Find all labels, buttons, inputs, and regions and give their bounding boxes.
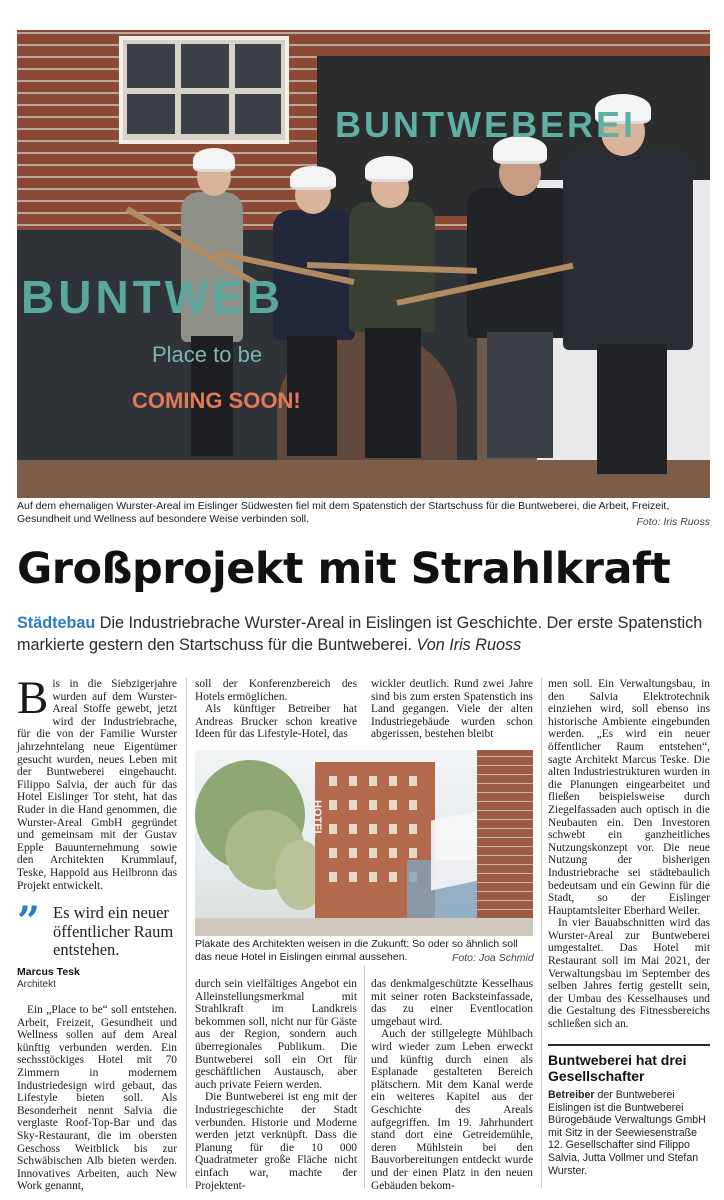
dek-rubric: Städtebau	[17, 614, 96, 632]
body-paragraph: das denkmalgeschützte Kesselhaus mit seiner roten Backsteinfassade, das zu einer Eventlocation umgebaut wird.	[371, 978, 533, 1028]
info-box-rule	[548, 1044, 710, 1046]
quote-role: Architekt	[17, 979, 56, 990]
info-box-title: Buntweberei hat drei Gesellschafter	[548, 1052, 687, 1084]
board-place-text: Place to be	[152, 342, 263, 367]
board-sign-text: BUNTWEB	[21, 271, 285, 323]
column-1-top	[17, 672, 177, 892]
quote-text: Es wird ein neuer öffentlicher Raum entstehen.	[53, 903, 174, 959]
hotel-rendering-photo	[195, 750, 533, 936]
dek	[17, 612, 717, 656]
person-3	[337, 148, 447, 458]
body-paragraph: durch sein vielfältiges Angebot ein Alleinstellungsmerkmal mit Strahlkraft im Landkreis bekommen soll, nicht nur für Gäste aus der Region, sondern auch überregionales Publikum. Die Buntweberei soll ein Ort für geschäftlichen Austausch, aber auch private Feiern werden.	[195, 978, 357, 1091]
body-paragraph: Auch der stillgelegte Mühlbach wird wieder zum Leben erweckt und künftig durch einen als Esplanade gestalteten Bereich plätschern. Mit dem Kanal werde ein weiteres Kapitel aus der Geschichte des Areals aufgegriffen. Im 19. Jahrhundert stand dort eine Getreidemühle, deren Mühlstein bei den Bauvorbereitungen entdeckt wurde und der einen Platz in den neuen Gebäuden bekom-	[371, 1028, 533, 1192]
quote-mark-icon: ”	[17, 898, 41, 945]
body-paragraph: In vier Bauabschnitten wird das Wurster-Areal zur Buntweberei umgestaltet. Das Hotel mit Restaurant soll im Mai 2021, der Verwaltungsbau im September des selben Jahres fertig gestellt sein, der Umbau des Kesselhauses und die Gestaltung des Fitnessbereichs schließen sich an.	[548, 917, 710, 1031]
column-3-top	[371, 678, 533, 741]
info-box-text	[548, 1089, 710, 1177]
hotel-sign-text: HOTEL	[311, 800, 323, 838]
info-box-body: der Buntweberei Eislingen ist die Buntweberei Bürogebäude Verwaltungs GmbH mit Sitz in der Seewiesenstraße 12. Gesellschafter sind Filippo Salvia, Jutta Vollmer und Stefan Wurster.	[548, 1089, 706, 1177]
body-paragraph: soll der Konferenzbereich des Hotels ermöglichen.	[195, 678, 357, 703]
headline: Großprojekt mit Strahlkraft	[17, 544, 671, 594]
banner-sign-text: BUNTWEBEREI	[335, 104, 636, 145]
column-2-top	[195, 678, 357, 741]
quote-author: Marcus Tesk	[17, 966, 80, 978]
dropcap: B	[17, 672, 49, 724]
rendering-credit: Foto: Joa Schmid	[452, 952, 534, 964]
photo-credit: Foto: Iris Ruoss	[636, 516, 710, 528]
body-paragraph: Ein „Place to be“ soll entstehen. Arbeit, Freizeit, Gesundheit und Wellness sollen auf dem Areal künftig verbunden werden. Ein sechsstöckiges Hotel mit 70 Zimmern in modernem Industriedesign wird gebaut, das Lifestyle bieten soll. Als Besonderheit nennt Salvia die verglaste Roof-Top-Bar und das Sky-Restaurant, die im obersten Geschoss Weitblick bis zur Schwäbischen Alb bieten werden. Innovatives Arbeiten, auch New Work genannt,	[17, 1004, 177, 1193]
dek-text: Die Industriebrache Wurster-Areal in Eislingen ist Geschichte. Der erste Spatenstich markierte gestern den Startschuss für die Buntweberei.	[17, 614, 703, 654]
photo-caption: Auf dem ehemaligen Wurster-Areal im Eislinger Südwesten fiel mit dem Spatenstich der Startschuss für die Buntweberei, die Arbeit, Freizeit, Gesundheit und Wellness auf besondere Weise verbinden soll.	[17, 500, 670, 525]
column-3-bottom	[371, 978, 533, 1192]
factory-window	[119, 36, 289, 144]
body-paragraph: Bis in die Siebzigerjahre wurden auf dem Wurster-Areal Stoffe gewebt, jetzt wird der Industriebrache, für die von der Familie Wurster jahrzehntelang neue Eigentümer gesucht wurden, neues Leben mit der Buntweberei eingehaucht. Filippo Salvia, der auch für das Hotel Eislinger Tor steht, hat das Ruder in die Hand genommen, die Wurster-Areal GmbH gegründet und gemeinsam mit der Gustav Epple Bauunternehmung sowie den Architekten Krummlauf, Teske, Happold aus Heilbronn das Projekt entwickelt.	[17, 672, 177, 892]
rendering-caption: Plakate des Architekten weisen in die Zukunft: So oder so ähnlich soll das neue Hotel in Eislingen einmal aussehen.	[195, 938, 518, 963]
column-4	[548, 678, 710, 1031]
board-coming-text: COMING SOON!	[132, 388, 301, 413]
body-paragraph: men soll. Ein Verwaltungsbau, in den Salvia Elektrotechnik einziehen wird, soll ebenso ins historische Ambiente eingebunden werden. „Es wird ein neuer öffentlicher Raum entstehen“, sagte Architekt Marcus Teske. Die alten Industriestrukturen wurden in die Planungen eingearbeitet und fließen beispielsweise durch Ziegelfassaden auch optisch in die Neubauten ein. Den Investoren schwebt ein ganzheitliches Nutzungskonzept vor. Die neue Nutzung der bisherigen Industriebrache sei städtebaulich bedeutsam und ein Gewinn für die Stadt, so der Eislinger Hauptamtsleiter Eberhard Weiler.	[548, 678, 710, 917]
body-paragraph: Als künftiger Betreiber hat Andreas Brucker schon kreative Ideen für das Lifestyle-Hotel, das	[195, 703, 357, 741]
column-1-bottom	[17, 1004, 177, 1193]
column-2-bottom	[195, 978, 357, 1192]
info-box-lead: Betreiber	[548, 1089, 595, 1101]
dek-byline: Von Iris Ruoss	[416, 636, 522, 654]
body-paragraph: wickler deutlich. Rund zwei Jahre sind bis zum ersten Spatenstich ins Land gegangen. Viele der alten Industriegebäude wurden schon abgerissen, bestehen bleibt	[371, 678, 533, 741]
top-photo	[17, 30, 710, 498]
body-paragraph: Die Buntweberei ist eng mit der Industriegeschichte der Stadt verbunden. Historie und Moderne werden jetzt verknüpft. Dass die Planung für die 10 000 Quadratmeter große Fläche nicht einfach war, machte der Projektent-	[195, 1091, 357, 1192]
